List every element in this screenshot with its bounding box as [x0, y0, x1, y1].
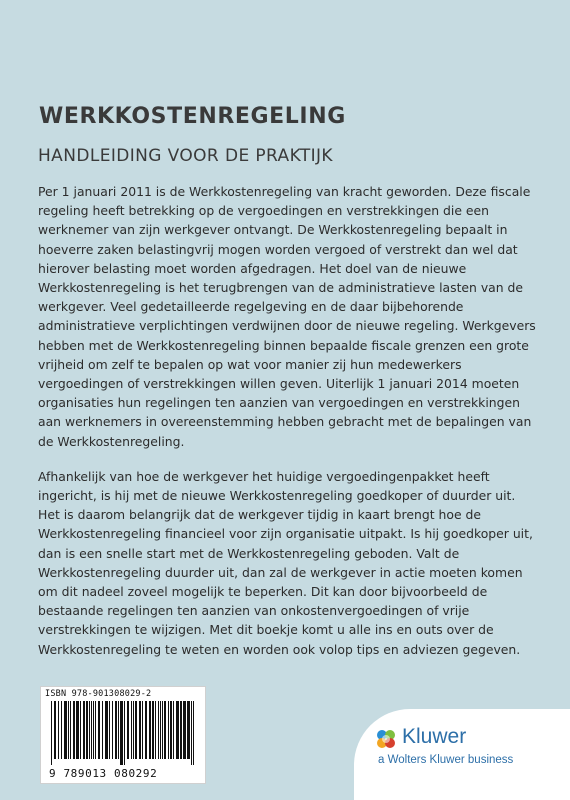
blurb-paragraph-1: Per 1 januari 2011 is de Werkkostenregeling van kracht geworden. Deze fiscale regeling heeft betrekking op de vergoedingen en verstrekkingen die een werknemer van zijn werkgever ontvangt. De Werkkostenregeling bepaalt in hoeverre zaken belastingvrij mogen worden vergoed of verstrekt dan wel dat hierover belasting moet worden afgedragen. Het doel van de nieuwe Werkkostenregeling is het terugbrengen van de administratieve lasten van de werkgever. Veel gedetailleerde regelgeving en de daar bijbehorende administratieve verplichtingen verdwijnen door de nieuwe regeling. Werkgevers hebben met de Werkkostenregeling binnen bepaalde fiscale grenzen een grote vrijheid om zelf te bepalen op wat voor manier zij hun medewerkers vergoedingen of verstrekkingen willen geven. Uiterlijk 1 januari 2014 moeten organisaties hun regelingen ten aanzien van vergoedingen en verstrekkingen aan werknemers in overeenstemming hebben gebracht met de bepalingen van de Werkkostenregeling. [38, 184, 536, 449]
kluwer-globe-icon [374, 727, 398, 751]
barcode-label [40, 686, 206, 784]
blurb-paragraph-2: Afhankelijk van hoe de werkgever het huidige vergoedingenpakket heeft ingericht, is hij met de nieuwe Werkkostenregeling goedkoper of duurder uit. Het is daarom belangrijk dat de werkgever tijdig in kaart brengt hoe de Werkkostenregeling financieel voor zijn organisatie uitpakt. Is hij goedkoper uit, dan is een snelle start met de Werkkostenregeling geboden. Valt de Werkkostenregeling duurder uit, dan zal de werkgever in actie moeten komen om dit nadeel zoveel mogelijk te beperken. Dit kan door bijvoorbeeld de bestaande regelingen ten aanzien van onkostenvergoedingen of vrije verstrekkingen te wijzigen. Met dit boekje komt u alle ins en outs over de Werkkostenregeling te weten en worden ook volop tips en adviezen gegeven. [38, 468, 533, 657]
barcode-number: 9 789013 080292 [49, 767, 158, 780]
publisher-tagline: a Wolters Kluwer business [378, 754, 514, 766]
book-subtitle: HANDLEIDING VOOR DE PRAKTIJK [38, 146, 333, 166]
isbn-text: ISBN 978-901308029-2 [45, 689, 152, 699]
book-title: WERKKOSTENREGELING [39, 104, 346, 129]
publisher-name: Kluwer [402, 725, 467, 748]
barcode-bars [47, 701, 199, 765]
blurb [38, 182, 538, 659]
publisher-logo [354, 709, 570, 800]
